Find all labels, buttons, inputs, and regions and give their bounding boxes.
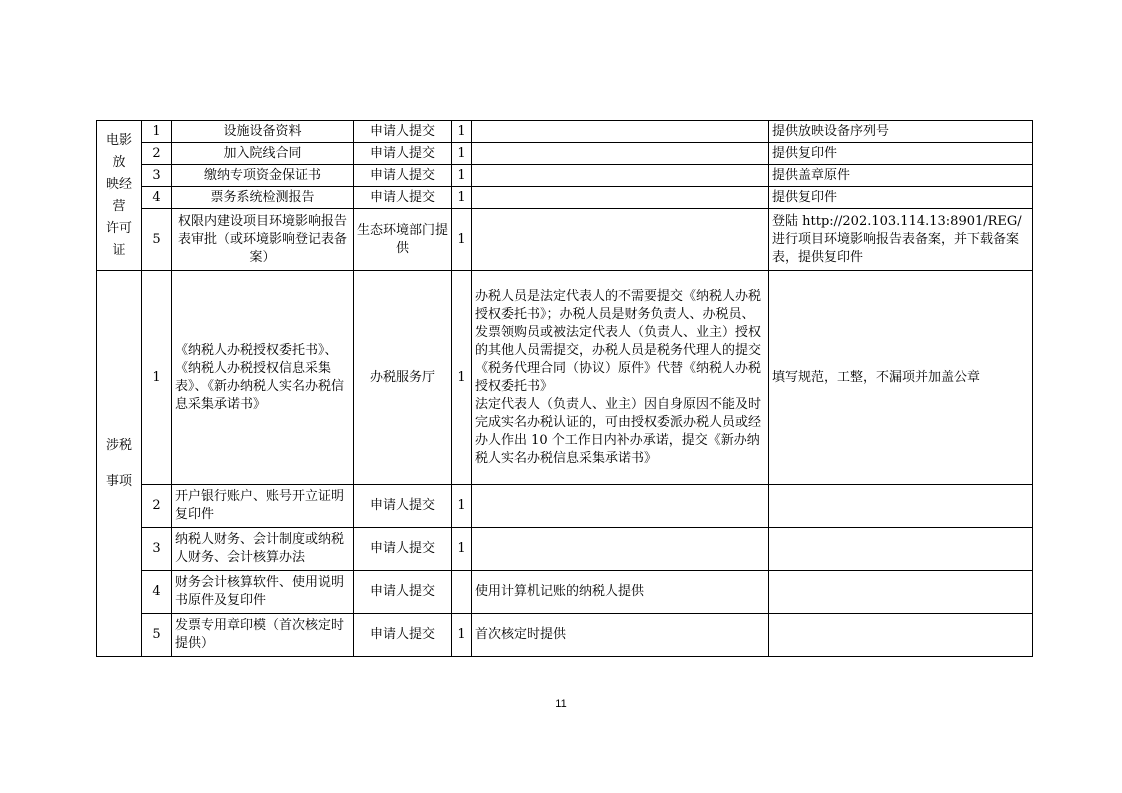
notes: 首次核定时提供: [472, 614, 769, 657]
row-number: 1: [142, 271, 172, 485]
row-number: 2: [142, 485, 172, 528]
material-name: 加入院线合同: [172, 143, 354, 165]
material-name: 《纳税人办税授权委托书》、《纳税人办税授权信息采集表》、《新办纳税人实名办税信息采集承诺书》: [172, 271, 354, 485]
material-name: 票务系统检测报告: [172, 187, 354, 209]
copies: 1: [452, 143, 472, 165]
row-number: 5: [142, 614, 172, 657]
notes: [472, 209, 769, 271]
remark: [769, 571, 1033, 614]
source: 生态环境部门提供: [354, 209, 452, 271]
source: 申请人提交: [354, 614, 452, 657]
remark: 填写规范，工整，不漏项并加盖公章: [769, 271, 1033, 485]
table-row: [97, 165, 1033, 187]
remark: [769, 485, 1033, 528]
source: 申请人提交: [354, 485, 452, 528]
category-cell: [97, 271, 142, 657]
copies: [452, 571, 472, 614]
copies: 1: [452, 528, 472, 571]
page-number: 11: [555, 698, 567, 710]
source: 申请人提交: [354, 528, 452, 571]
table-row: [97, 271, 1033, 485]
source: 申请人提交: [354, 571, 452, 614]
category-cell: [97, 121, 142, 271]
row-number: 3: [142, 528, 172, 571]
table-row: [97, 614, 1033, 657]
notes: 使用计算机记账的纳税人提供: [472, 571, 769, 614]
notes: [472, 187, 769, 209]
material-name: 权限内建设项目环境影响报告表审批（或环境影响登记表备案）: [172, 209, 354, 271]
category-line: 电影放: [105, 132, 132, 170]
copies: 1: [452, 271, 472, 485]
material-name: 纳税人财务、会计制度或纳税人财务、会计核算办法: [172, 528, 354, 571]
table-row: [97, 571, 1033, 614]
copies: 1: [452, 165, 472, 187]
requirements-table: [96, 120, 1033, 657]
remark: 登陆 http://202.103.114.13:8901/REG/进行项目环境影响报告表备案，并下载备案表，提供复印件: [769, 209, 1033, 271]
remark: 提供盖章原件: [769, 165, 1033, 187]
notes: 办税人员是法定代表人的不需要提交《纳税人办税授权委托书》；办税人员是财务负责人、办税员、发票领购员或被法定代表人（负责人、业主）授权的其他人员需提交，办税人员是税务代理人的提交《税务代理合同（协议）原件》代替《纳税人办税授权委托书》 法定代表人（负责人、业主）因自身原因不能及时完成实名办税认证的，可由授权委派办税人员或经办人作出 10 个工作日内补办承诺，提交《新办纳税人实名办税信息采集承诺书》: [472, 271, 769, 485]
row-number: 1: [142, 121, 172, 143]
category-line: 事项: [105, 473, 132, 489]
notes: [472, 485, 769, 528]
table-row: [97, 209, 1033, 271]
source: 申请人提交: [354, 165, 452, 187]
source: 申请人提交: [354, 187, 452, 209]
material-name: 设施设备资料: [172, 121, 354, 143]
notes: [472, 528, 769, 571]
table-row: [97, 187, 1033, 209]
category-line: 涉税: [105, 437, 132, 453]
category-line: 许可证: [105, 220, 132, 258]
copies: 1: [452, 187, 472, 209]
copies: 1: [452, 121, 472, 143]
row-number: 5: [142, 209, 172, 271]
table-row: [97, 485, 1033, 528]
copies: 1: [452, 485, 472, 528]
source: 办税服务厅: [354, 271, 452, 485]
table-row: [97, 528, 1033, 571]
remark: [769, 614, 1033, 657]
material-name: 开户银行账户、账号开立证明复印件: [172, 485, 354, 528]
source: 申请人提交: [354, 121, 452, 143]
table-row: [97, 143, 1033, 165]
notes: [472, 165, 769, 187]
remark: 提供复印件: [769, 143, 1033, 165]
notes: [472, 143, 769, 165]
row-number: 4: [142, 571, 172, 614]
remark: [769, 528, 1033, 571]
row-number: 3: [142, 165, 172, 187]
copies: 1: [452, 614, 472, 657]
category-line: 映经营: [105, 176, 132, 214]
material-name: 缴纳专项资金保证书: [172, 165, 354, 187]
notes: [472, 121, 769, 143]
source: 申请人提交: [354, 143, 452, 165]
material-name: 财务会计核算软件、使用说明书原件及复印件: [172, 571, 354, 614]
remark: 提供放映设备序列号: [769, 121, 1033, 143]
material-name: 发票专用章印模（首次核定时提供）: [172, 614, 354, 657]
row-number: 4: [142, 187, 172, 209]
copies: 1: [452, 209, 472, 271]
row-number: 2: [142, 143, 172, 165]
table-row: [97, 121, 1033, 143]
remark: 提供复印件: [769, 187, 1033, 209]
